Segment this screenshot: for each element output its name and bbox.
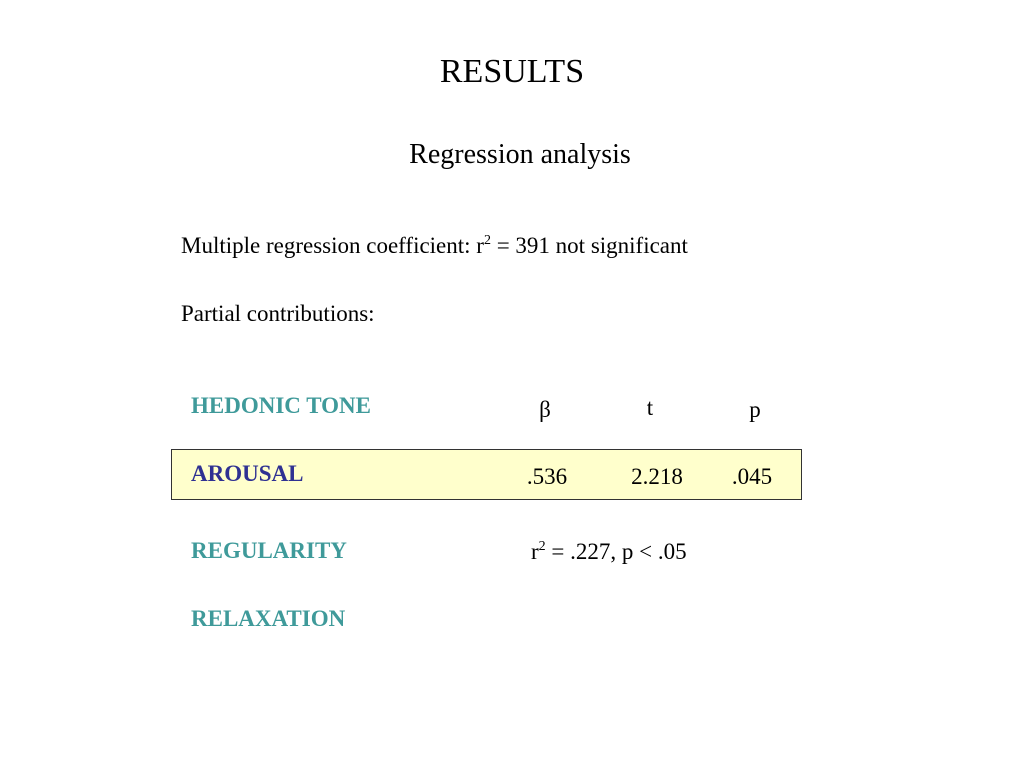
arousal-t-value: 2.218 (631, 464, 683, 489)
column-t: t (646, 395, 654, 420)
arousal-p-value: .045 (731, 464, 773, 489)
arousal-beta-value: .536 (526, 464, 568, 489)
factor-regularity: REGULARITY (191, 538, 347, 563)
regularity-stat (531, 538, 687, 566)
regularity-stat-suffix: = .227, p < .05 (545, 539, 687, 564)
factor-hedonic-tone: HEDONIC TONE (191, 393, 372, 418)
regularity-stat-prefix: r (531, 539, 539, 564)
factor-arousal: AROUSAL (191, 461, 304, 486)
multiple-regression-line (181, 232, 688, 260)
regularity-stat-exponent: 2 (538, 539, 546, 554)
column-beta: β (539, 397, 551, 422)
slide-subtitle: Regression analysis (409, 139, 631, 170)
column-p: p (749, 397, 761, 422)
multiple-regression-prefix: Multiple regression coefficient: r (181, 233, 484, 258)
slide-title: RESULTS (439, 53, 585, 90)
multiple-regression-exponent: 2 (483, 233, 491, 248)
factor-relaxation: RELAXATION (191, 606, 346, 631)
multiple-regression-suffix: = 391 not significant (490, 233, 688, 258)
partial-contributions-label: Partial contributions: (181, 301, 375, 326)
